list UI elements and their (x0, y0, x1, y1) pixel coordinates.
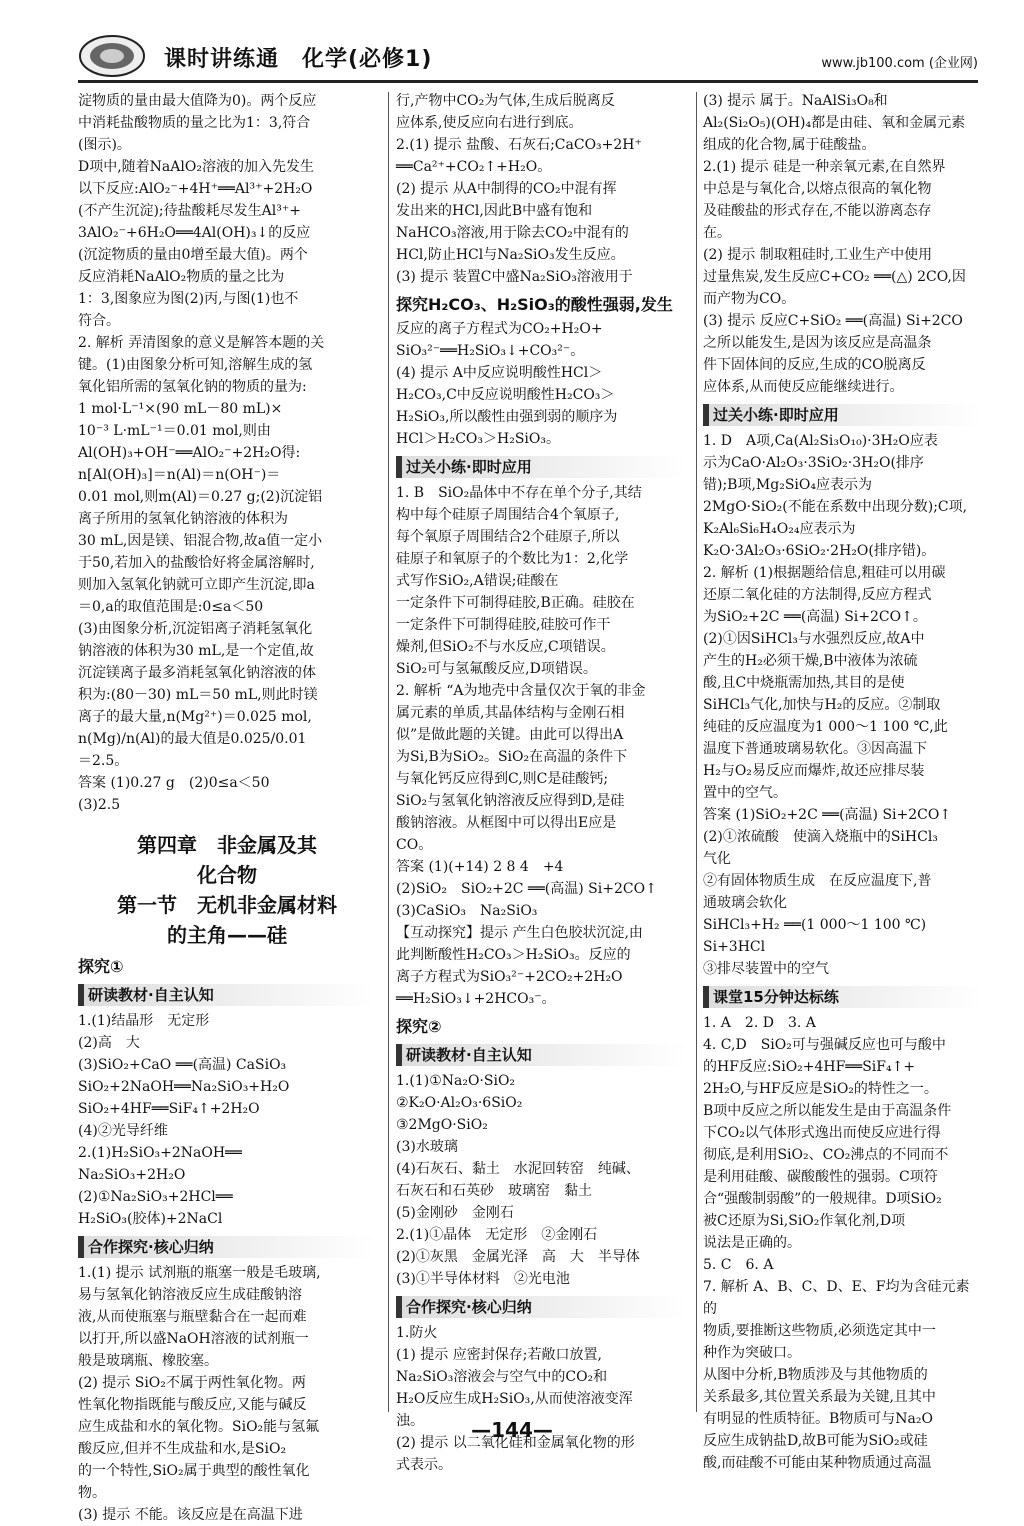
text-line: HCl＞H₂CO₃＞H₂SiO₃。 (396, 431, 561, 447)
text-line: 式表示。 (396, 1457, 452, 1473)
text-line: 般是玻璃瓶、橡胶塞。 (78, 1353, 218, 1369)
text-line: (4)石灰石、黏土 水泥回转窑 纯碱、 (396, 1161, 640, 1177)
text-line: 说法是正确的。 (703, 1235, 801, 1251)
text-line: (2) 提示 以二氧化硅和金属氧化物的形 (396, 1435, 635, 1451)
text-line: 的一个特性,SiO₂属于典型的酸性氧化 (78, 1463, 310, 1479)
text-line: ③2MgO·SiO₂ (396, 1117, 488, 1133)
text-line: (3)①半导体材料 ②光电池 (396, 1271, 570, 1287)
text-line: 则加入氢氧化钠就可立即产生沉淀,即a (78, 577, 315, 593)
text-line: ＝0,a的取值范围是:0≤a＜50 (78, 599, 264, 615)
text-line: 产生的H₂必须干燥,B中液体为浓硫 (703, 653, 918, 669)
text-line: 是利用硅酸、碳酸酸性的强弱。C项符 (703, 1169, 938, 1185)
text-line: HCl,防止HCl与Na₂SiO₃发生反应。 (396, 247, 625, 263)
text-line: (1) 提示 应密封保存;若敞口放置, (396, 1347, 602, 1363)
text-line: 构中每个硅原子周围结合4个氧原子, (396, 507, 620, 523)
text-line: 10⁻³ L·mL⁻¹＝0.01 mol,则由 (78, 423, 271, 439)
text-line: (2)①因SiHCl₃与水强烈反应,故A中 (703, 631, 925, 647)
text-line: 离子方程式为SiO₃²⁻+2CO₂+2H₂O (396, 969, 623, 985)
text-line: ══Ca²⁺+CO₂↑+H₂O。 (396, 159, 552, 175)
text-line: 1.(1)结晶形 无定形 (78, 1013, 210, 1029)
text-line: 为SiO₂+2C ══(高温) Si+2CO↑。 (703, 609, 927, 625)
column-right (703, 90, 983, 1474)
text-line: 离子所用的氢氧化钠溶液的体积为 (78, 511, 288, 527)
text-line: (3)水玻璃 (396, 1139, 458, 1155)
column-divider (696, 92, 697, 1412)
text-line: ══H₂SiO₃↓+2HCO₃⁻。 (396, 991, 556, 1007)
text-line: 酸钠溶液。从框图中可以得出E应是 (396, 815, 617, 831)
explore-heading: 探究H₂CO₃、H₂SiO₃的酸性强弱,发生 (396, 295, 673, 314)
text-line: 钠溶液的体积为30 mL,是一个定值,故 (78, 643, 314, 659)
text-line: 沉淀镁离子最多消耗氢氧化钠溶液的体 (78, 665, 316, 681)
text-line: 件下固体间的反应,生成的CO脱离反 (703, 357, 926, 373)
book-logo-icon (78, 34, 146, 78)
text-line: 每个氧原子周围结合2个硅原子,所以 (396, 529, 620, 545)
page-header (78, 34, 978, 82)
text-line: 硅原子和氧原子的个数比为1：2,化学 (396, 551, 629, 567)
text-line: (图示)。 (78, 137, 131, 153)
text-line: 应体系,使反应向右进行到底。 (396, 115, 583, 131)
text-line: 而产物为CO。 (703, 291, 796, 307)
text-line: 此判断酸性H₂CO₃＞H₂SiO₃。反应的 (396, 947, 631, 963)
text-line: 的HF反应:SiO₂+4HF══SiF₄↑+ (703, 1059, 916, 1075)
text-line: 纯硅的反应温度为1 000～1 100 ℃,此 (703, 719, 948, 735)
text-line: 中总是与氧化合,以熔点很高的氧化物 (703, 181, 932, 197)
section-title: 第一节 无机非金属材料 (117, 893, 337, 917)
text-line: SiO₂与氢氧化钠溶液反应得到D,是硅 (396, 793, 625, 809)
text-line: (不产生沉淀);待盐酸耗尽发生Al³⁺+ (78, 203, 301, 219)
text-line: 氧化铝所需的氢氧化钠的物质的量为: (78, 379, 307, 395)
text-line: 行,产物中CO₂为气体,生成后脱离反 (396, 93, 615, 109)
text-line: 2.(1)①晶体 无定形 ②金刚石 (396, 1227, 598, 1243)
text-line: 5. C 6. A (703, 1257, 774, 1273)
section-bar: 过关小练·即时应用 (396, 456, 688, 478)
chapter-title: 第四章 非金属及其 (137, 833, 317, 857)
text-line: (3)2.5 (78, 797, 121, 813)
chapter-heading (78, 830, 376, 950)
text-line: 属元素的单质,其晶体结构与金刚石相 (396, 705, 625, 721)
text-line: H₂SiO₃(胶体)+2NaCl (78, 1211, 223, 1227)
text-line: 2.(1) 提示 硅是一种亲氧元素,在自然界 (703, 159, 946, 175)
text-line: 1. A 2. D 3. A (703, 1015, 816, 1031)
text-line: SiO₃²⁻══H₂SiO₃↓+CO₃²⁻。 (396, 343, 585, 359)
text-line: (3)SiO₂+CaO ══(高温) CaSiO₃ (78, 1057, 287, 1073)
text-line: (2)①浓硫酸 使滴入烧瓶中的SiHCl₃ (703, 829, 938, 845)
text-line: 1.(1)①Na₂O·SiO₂ (396, 1073, 516, 1089)
section-bar: 研读教材·自主认知 (396, 1044, 688, 1066)
text-line: D项中,随着NaAlO₂溶液的加入先发生 (78, 159, 314, 175)
text-line: 酸,且C中烧瓶需加热,其目的是使 (703, 675, 905, 691)
text-line: n(Mg)/n(Al)的最大值是0.025/0.01 (78, 731, 307, 747)
site-url: www.jb100.com (企业网) (821, 56, 978, 71)
text-line: 发出来的HCl,因此B中盛有饱和 (396, 203, 593, 219)
text-line: (3) 提示 属于。NaAlSi₃O₈和 (703, 93, 888, 109)
text-line: 4. C,D SiO₂可与强碱反应也可与酸中 (703, 1037, 946, 1053)
text-line: (2)SiO₂ SiO₂+2C ══(高温) Si+2CO↑ (396, 881, 657, 897)
text-line: 性氧化物指既能与酸反应,又能与碱反 (78, 1397, 307, 1413)
text-line: H₂O反应生成H₂SiO₃,从而使溶液变浑 (396, 1391, 633, 1407)
text-line: 酸,而硅酸不可能由某种物质通过高温 (703, 1455, 932, 1471)
text-line: 燥剂,但SiO₂不与水反应,C项错误。 (396, 639, 615, 655)
text-line: 石灰石和石英砂 玻璃窑 黏土 (396, 1183, 592, 1199)
text-line: 与氧化钙反应得到C,则C是硅酸钙; (396, 771, 609, 787)
section-bar: 研读教材·自主认知 (78, 984, 376, 1006)
text-line: 反应的离子方程式为CO₂+H₂O+ (396, 321, 603, 337)
text-line: 1：3,图象应为图(2)丙,与图(1)也不 (78, 291, 299, 307)
text-line: (3) 提示 不能。该反应是在高温下进 (78, 1507, 303, 1523)
text-line: 0.01 mol,则m(Al)＝0.27 g;(2)沉淀铝 (78, 489, 323, 505)
text-line: NaHCO₃溶液,用于除去CO₂中混有的 (396, 225, 629, 241)
text-line: 之所以能发生,是因为该反应是高温条 (703, 335, 932, 351)
text-line: SiO₂可与氢氟酸反应,D项错误。 (396, 661, 597, 677)
text-line: 物。 (78, 1485, 106, 1501)
text-line: 温度下普通玻璃易软化。③因高温下 (703, 741, 927, 757)
text-line: n[Al(OH)₃]＝n(Al)＝n(OH⁻)＝ (78, 467, 281, 483)
text-line: (3)由图象分析,沉淀铝离子消耗氢氧化 (78, 621, 313, 637)
text-line: 置中的空气。 (703, 785, 787, 801)
text-line: 还原二氧化硅的方法制得,反应方程式 (703, 587, 932, 603)
text-line: 应体系,从而使反应能继续进行。 (703, 379, 904, 395)
text-line: ②K₂O·Al₂O₃·6SiO₂ (396, 1095, 523, 1111)
text-line: 2. 解析 (1)根据题给信息,粗硅可以用碳 (703, 565, 946, 581)
text-line: H₂CO₃,C中反应说明酸性H₂CO₃＞ (396, 387, 615, 403)
text-line: 符合。 (78, 313, 120, 329)
page-number: —144— (471, 1418, 553, 1442)
text-line: SiHCl₃气化,加快与H₂的反应。②制取 (703, 697, 941, 713)
text-line: 积为:(80－30) mL＝50 mL,则此时镁 (78, 687, 318, 703)
chapter-title-cont: 化合物 (197, 863, 257, 887)
text-line: 酸反应,但并不生成盐和水,是SiO₂ (78, 1441, 287, 1457)
text-line: (3)CaSiO₃ Na₂SiO₃ (396, 903, 538, 919)
text-line: (2) 提示 SiO₂不属于两性氧化物。两 (78, 1375, 306, 1391)
text-line: 彻底,是利用SiO₂、CO₂沸点的不同而不 (703, 1147, 949, 1163)
text-line: ②有固体物质生成 在反应温度下,普 (703, 873, 932, 889)
text-line: (2)①Na₂SiO₃+2HCl══ (78, 1189, 233, 1205)
text-line: 浊。 (396, 1413, 424, 1429)
text-line: 有明显的性质特征。B物质可与Na₂O (703, 1411, 933, 1427)
text-line: 键。(1)由图象分析可知,溶解生成的氢 (78, 357, 313, 373)
text-line: 反应生成钠盐D,故B可能为SiO₂或硅 (703, 1433, 928, 1449)
text-line: 答案 (1)SiO₂+2C ══(高温) Si+2CO↑ (703, 807, 952, 823)
text-line: 一定条件下可制得硅胶,硅胶可作干 (396, 617, 611, 633)
text-line: 1. B SiO₂晶体中不存在单个分子,其结 (396, 485, 642, 501)
section-bar: 合作探究·核心归纳 (78, 1236, 376, 1258)
text-line: 种作为突破口。 (703, 1345, 801, 1361)
text-line: 30 mL,因是镁、铝混合物,故a值一定小 (78, 533, 323, 549)
text-line: 2. 解析 “A为地壳中含量仅次于氧的非金 (396, 683, 646, 699)
header-rule (78, 80, 978, 83)
text-line: K₂Al₆Si₆H₄O₂₄应表示为 (703, 521, 856, 537)
text-line: 7. 解析 A、B、C、D、E、F均为含硅元素的 (703, 1279, 970, 1317)
text-line: 在。 (703, 225, 731, 241)
text-line: 一定条件下可制得硅胶,B正确。硅胶在 (396, 595, 635, 611)
text-line: 1.(1) 提示 试剂瓶的瓶塞一般是毛玻璃, (78, 1265, 321, 1281)
text-line: 合“强酸制弱酸”的一般规律。D项SiO₂ (703, 1191, 942, 1207)
section-title-cont: 的主角——硅 (167, 923, 287, 947)
text-line: H₂SiO₃,所以酸性由强到弱的顺序为 (396, 409, 618, 425)
text-line: (2)①灰黑 金属光泽 高 大 半导体 (396, 1249, 640, 1265)
text-line: (3) 提示 反应C+SiO₂ ══(高温) Si+2CO (703, 313, 963, 329)
text-line: 为Si,B为SiO₂。SiO₂在高温的条件下 (396, 749, 628, 765)
text-line: 被C还原为Si,SiO₂作氧化剂,D项 (703, 1213, 906, 1229)
text-line: Al(OH)₃+OH⁻══AlO₂⁻+2H₂O得: (78, 445, 301, 461)
text-line: SiHCl₃+H₂ ══(1 000～1 100 ℃) Si+3HCl (703, 917, 927, 955)
text-line: 关系最多,其位置关系最为关键,且其中 (703, 1389, 936, 1405)
text-line: Na₂SiO₃溶液会与空气中的CO₂和 (396, 1369, 608, 1385)
text-line: K₂O·3Al₂O₃·6SiO₂·2H₂O(排序错)。 (703, 543, 936, 559)
text-line: (5)金刚砂 金刚石 (396, 1205, 514, 1221)
text-line: 液,从而使瓶塞与瓶壁黏合在一起而难 (78, 1309, 307, 1325)
explore-heading: 探究① (78, 957, 124, 976)
text-line: 下CO₂以气体形式逸出而使反应进行得 (703, 1125, 941, 1141)
text-line: 以打开,所以盛NaOH溶液的试剂瓶一 (78, 1331, 309, 1347)
text-line: SiO₂+2NaOH══Na₂SiO₃+H₂O (78, 1079, 290, 1095)
text-line: 从图中分析,B物质涉及与其他物质的 (703, 1367, 928, 1383)
text-line: 通玻璃会软化 (703, 895, 787, 911)
text-line: 错);B项,Mg₂SiO₄应表示为 (703, 477, 872, 493)
text-line: 以下反应:AlO₂⁻+4H⁺══Al³⁺+2H₂O (78, 181, 313, 197)
text-line: 2.(1)H₂SiO₃+2NaOH══ (78, 1145, 242, 1161)
text-line: 过量焦炭,发生反应C+CO₂ ══(△) 2CO,因 (703, 269, 966, 285)
text-line: 及硅酸盐的形式存在,不能以游离态存 (703, 203, 932, 219)
text-line: 3AlO₂⁻+6H₂O══4Al(OH)₃↓的反应 (78, 225, 311, 241)
text-line: (2)高 大 (78, 1035, 140, 1051)
text-line: 1.防火 (396, 1325, 438, 1341)
text-line: 反应消耗NaAlO₂物质的量之比为 (78, 269, 285, 285)
text-line: 2MgO·SiO₂(不能在系数中出现分数);C项, (703, 499, 968, 515)
text-line: (2) 提示 从A中制得的CO₂中混有挥 (396, 181, 617, 197)
column-middle (396, 90, 688, 1476)
text-line: 2H₂O,与HF反应是SiO₂的特性之一。 (703, 1081, 938, 1097)
text-line: H₂与O₂易反应而爆炸,故还应排尽装 (703, 763, 925, 779)
text-line: 中消耗盐酸物质的量之比为1：3,符合 (78, 115, 311, 131)
text-line: (4)②光导纤维 (78, 1123, 168, 1139)
text-line: ③排尽装置中的空气 (703, 961, 829, 977)
text-line: ＝2.5。 (78, 753, 129, 769)
section-bar: 合作探究·核心归纳 (396, 1296, 688, 1318)
text-line: 于50,若加入的盐酸恰好将金属溶解时, (78, 555, 315, 571)
text-line: 1. D A项,Ca(Al₂Si₃O₁₀)·3H₂O应表 (703, 433, 938, 449)
text-line: 1 mol·L⁻¹×(90 mL－80 mL)× (78, 401, 283, 417)
text-line: Al₂(Si₂O₅)(OH)₄都是由硅、氧和金属元素 (703, 115, 966, 131)
text-line: CO。 (396, 837, 433, 853)
text-line: 答案 (1)0.27 g (2)0≤a＜50 (78, 775, 270, 791)
text-line: 易与氢氧化钠溶液反应生成硅酸钠溶 (78, 1287, 302, 1303)
text-line: B项中反应之所以能发生是由于高温条件 (703, 1103, 952, 1119)
text-line: 离子的最大量,n(Mg²⁺)＝0.025 mol, (78, 709, 312, 725)
text-line: (3) 提示 装置C中盛Na₂SiO₃溶液用于 (396, 269, 633, 285)
text-line: 组成的化合物,属于硅酸盐。 (703, 137, 876, 153)
text-line: (2) 提示 制取粗硅时,工业生产中使用 (703, 247, 933, 263)
text-line: 淀物质的量由最大值降为0)。两个反应 (78, 93, 317, 109)
text-line: 2. 解析 弄清图象的意义是解答本题的关 (78, 335, 325, 351)
text-line: 【互动探究】提示 产生白色胶状沉淀,由 (396, 925, 643, 941)
text-line: (沉淀物质的量由0增至最大值)。两个 (78, 247, 308, 263)
section-bar: 课堂15分钟达标练 (703, 986, 983, 1008)
text-line: 答案 (1)(+14) 2 8 4 +4 (396, 859, 564, 875)
text-line: Na₂SiO₃+2H₂O (78, 1167, 186, 1183)
text-line: 式写作SiO₂,A错误;硅酸在 (396, 573, 559, 589)
column-left (78, 90, 376, 1526)
section-bar: 过关小练·即时应用 (703, 404, 983, 426)
text-line: SiO₂+4HF══SiF₄↑+2H₂O (78, 1101, 260, 1117)
column-divider (388, 92, 389, 1412)
explore-heading: 探究② (396, 1017, 442, 1036)
text-line: 应生成盐和水的氧化物。SiO₂能与氢氟 (78, 1419, 320, 1435)
text-line: 物质,要推断这些物质,必须选定其中一 (703, 1323, 936, 1339)
text-line: 示为CaO·Al₂O₃·3SiO₂·3H₂O(排序 (703, 455, 924, 471)
text-line: (4) 提示 A中反应说明酸性HCl＞ (396, 365, 603, 381)
text-line: 2.(1) 提示 盐酸、石灰石;CaCO₃+2H⁺ (396, 137, 642, 153)
text-line: 似”是做此题的关键。由此可以得出A (396, 727, 624, 743)
text-line: 气化 (703, 851, 731, 867)
brand-title: 课时讲练通 化学(必修1) (164, 47, 433, 72)
